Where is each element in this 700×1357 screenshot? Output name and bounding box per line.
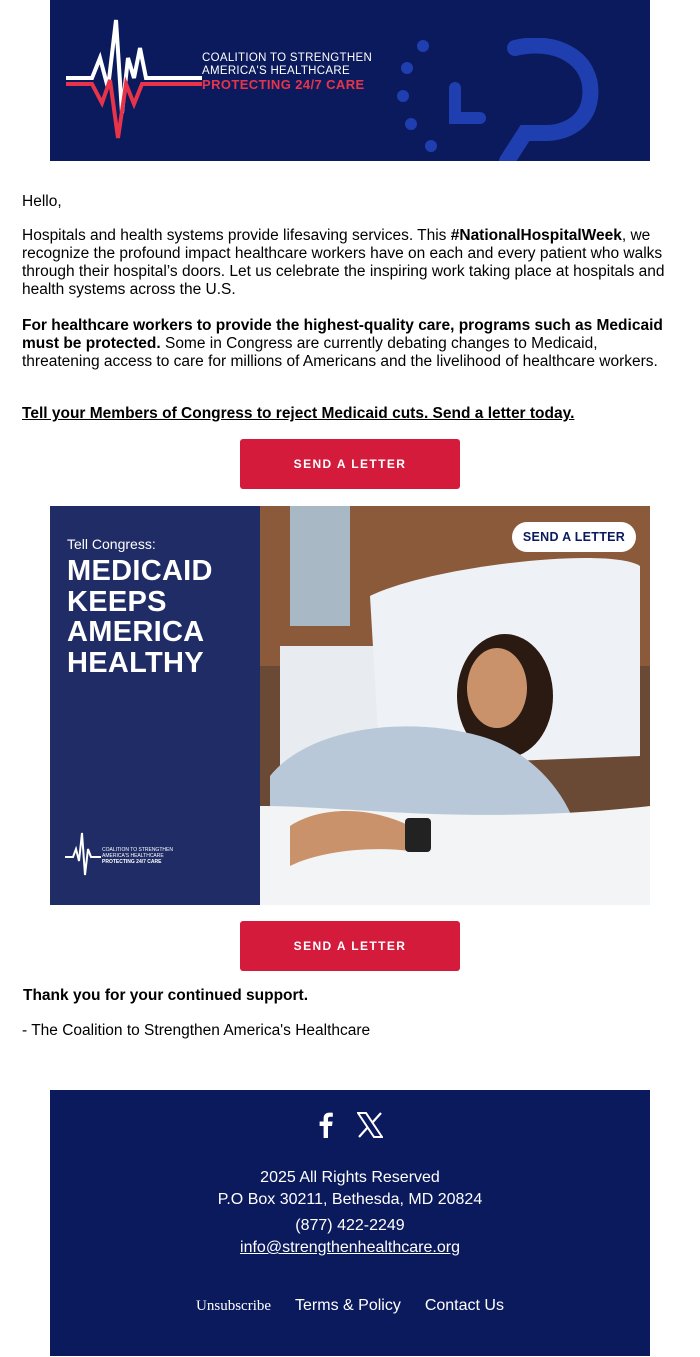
logo-text xyxy=(202,52,372,91)
logo-line-2: AMERICA'S HEALTHCARE xyxy=(202,65,350,77)
send-letter-button-bottom[interactable]: SEND A LETTER xyxy=(240,921,460,971)
phone-text: (877) 422-2249 xyxy=(295,1217,405,1234)
terms-link[interactable]: Terms & Policy xyxy=(295,1297,401,1314)
thanks-text: Thank you for your continued support. xyxy=(23,987,309,1004)
small-logo-line-1: COALITION TO STRENGTHEN xyxy=(102,847,173,853)
decorative-clock-icon xyxy=(395,38,650,161)
address-text: P.O Box 30211, Bethesda, MD 20824 xyxy=(217,1191,483,1208)
hashtag: #NationalHospitalWeek xyxy=(450,227,622,244)
intro-text: Hospitals and health systems provide lifesaving services. This xyxy=(22,227,451,244)
banner-send-letter-pill[interactable]: SEND A LETTER xyxy=(512,522,636,552)
send-letter-button-top[interactable]: SEND A LETTER xyxy=(240,439,460,489)
small-logo-text xyxy=(102,847,173,865)
unsubscribe-link[interactable]: Unsubscribe xyxy=(196,1298,272,1314)
headline-line-1: MEDICAID xyxy=(67,555,213,587)
headline-line-2: KEEPS xyxy=(67,585,167,618)
x-icon[interactable] xyxy=(357,1112,383,1138)
intro-paragraph xyxy=(22,227,678,299)
rights-text: 2025 All Rights Reserved xyxy=(260,1169,440,1186)
footer xyxy=(50,1090,650,1356)
header-banner xyxy=(50,0,650,161)
heartbeat-logo-icon xyxy=(64,18,204,143)
banner-headline xyxy=(67,556,257,678)
contact-link[interactable]: Contact Us xyxy=(424,1297,504,1314)
medicaid-bold-text: For healthcare workers to provide the highest-quality care, programs such as Medicaid must be protected. xyxy=(22,317,663,352)
footer-links xyxy=(50,1297,650,1315)
tell-congress-label: Tell Congress: xyxy=(67,536,156,552)
social-links xyxy=(50,1112,650,1138)
greeting: Hello, xyxy=(22,193,62,210)
signoff-text: - The Coalition to Strengthen America's Healthcare xyxy=(22,1022,371,1039)
small-logo-line-3: PROTECTING 24/7 CARE xyxy=(102,859,162,865)
email-link[interactable]: info@strengthenhealthcare.org xyxy=(240,1239,460,1256)
heartbeat-logo-small-icon xyxy=(65,831,101,883)
campaign-banner-image[interactable] xyxy=(50,506,650,905)
logo-line-3: PROTECTING 24/7 CARE xyxy=(202,77,365,92)
headline-line-4: HEALTHY xyxy=(67,646,204,679)
logo-line-1: COALITION TO STRENGTHEN xyxy=(202,52,373,64)
facebook-icon[interactable] xyxy=(317,1112,335,1138)
medicaid-text: Some in Congress are currently debating changes to Medicaid, threatening access to care for millions of Americans and the livelihood of healthcare workers. xyxy=(22,335,658,370)
medicaid-paragraph xyxy=(22,317,678,371)
small-logo-line-2: AMERICA'S HEALTHCARE xyxy=(102,853,164,859)
intro-text-cont: , we recognize the profound impact healthcare workers have on each and every patient who walks through their hospital’s doors. Let us celebrate the inspiring work taking place at hospitals and health systems across the U.S. xyxy=(22,227,665,298)
send-letter-link[interactable]: Tell your Members of Congress to reject Medicaid cuts. Send a letter today. xyxy=(22,405,575,422)
headline-line-3: AMERICA xyxy=(67,616,205,648)
